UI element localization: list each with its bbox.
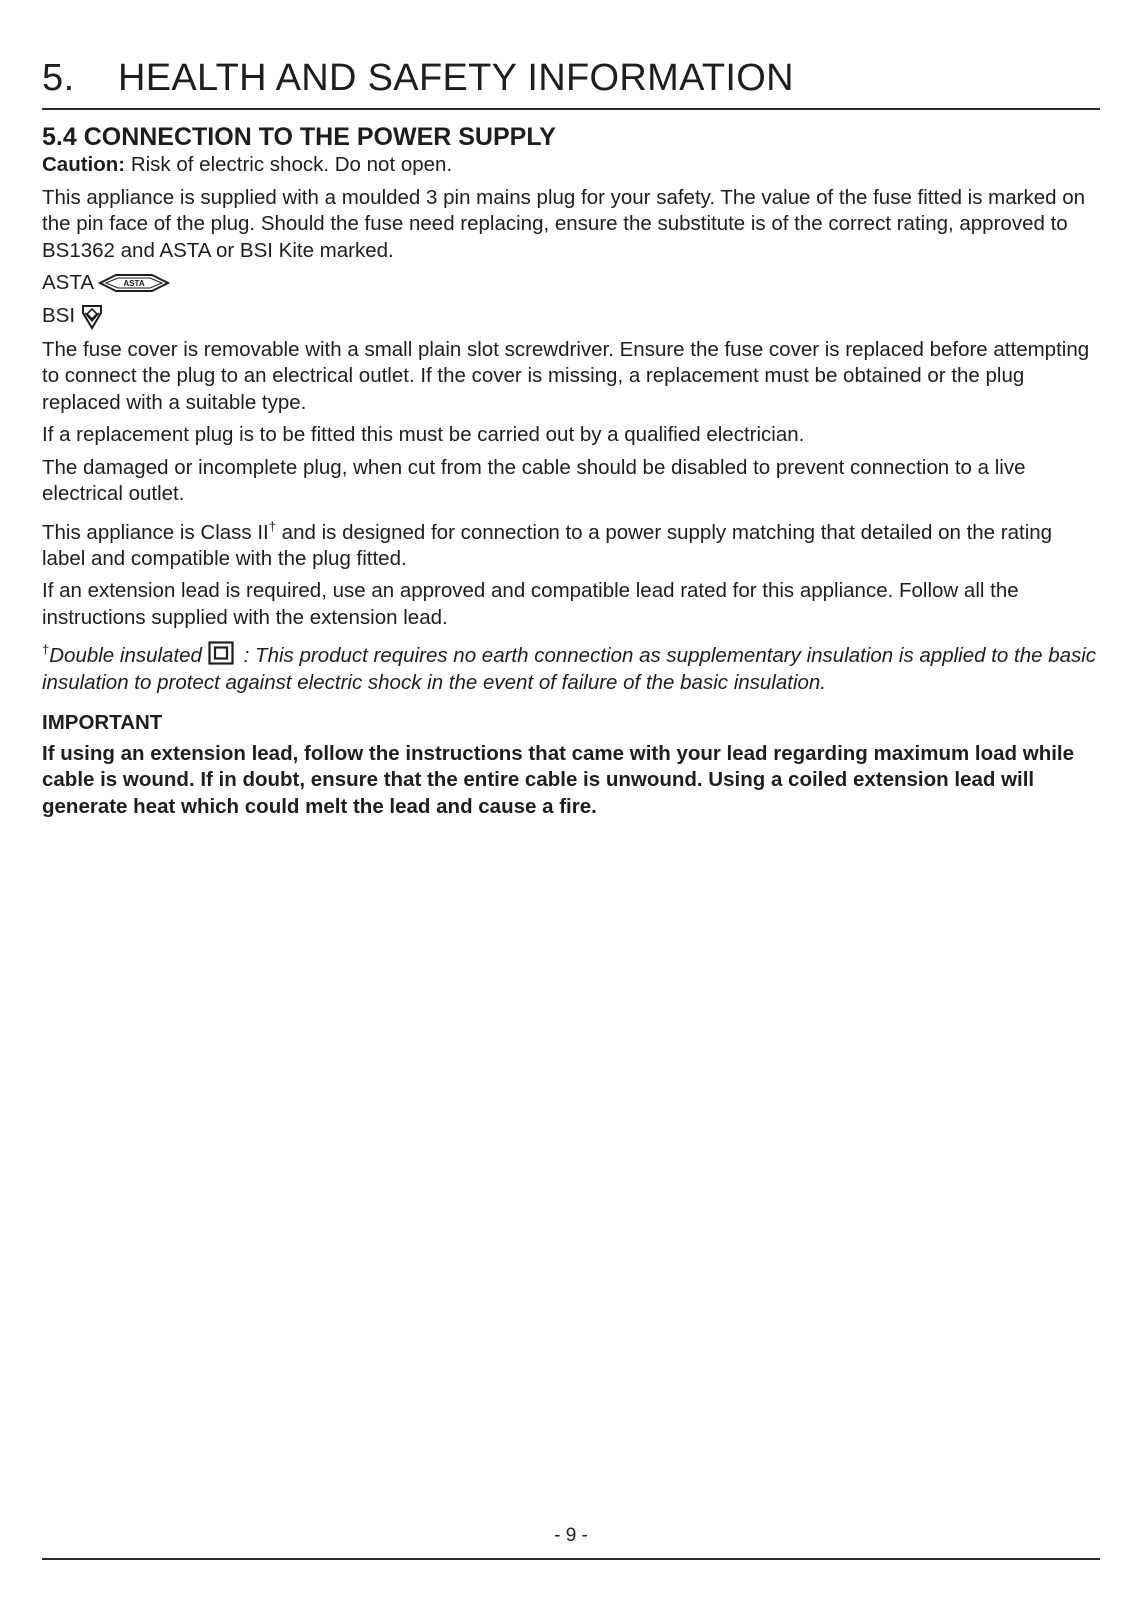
- important-heading: IMPORTANT: [42, 711, 163, 735]
- caution-paragraph: [42, 152, 1100, 179]
- replacement-plug-paragraph: If a replacement plug is to be fitted this must be carried out by a qualified electrician.: [42, 423, 805, 446]
- dagger-mark: †: [268, 518, 276, 534]
- caution-label: Caution:: [42, 153, 126, 176]
- footnote-text-rest: : This product requires no earth connection as supplementary insulation is applied to the basic insulation to protect against electric shock in the event of failure of the basic insulation.: [42, 644, 1097, 694]
- fuse-cover-paragraph: The fuse cover is removable with a small plain slot screwdriver. Ensure the fuse cover is replaced before attempting to connect the plug to an electrical outlet. If the cover is missing, a replacement must be obtained or the plug replaced with a suitable type.: [42, 337, 1090, 414]
- bsi-line: [42, 303, 1100, 331]
- footnote-text: Double insulated: [49, 644, 202, 668]
- plug-fuse-paragraph: This appliance is supplied with a moulded 3 pin mains plug for your safety. The value of the fuse fitted is marked on the pin face of the plug. Should the fuse need replacing, ensure the substitute is of the correct rating, approved to BS1362 and ASTA or BSI Kite marked.: [42, 185, 1086, 262]
- class-ii-text-rest: and is designed for connection to a power supply matching that detailed on the rating label and compatible with the plug fitted.: [42, 520, 1053, 570]
- page-number: - 9 -: [554, 1525, 588, 1546]
- page-footer: [42, 1522, 1100, 1560]
- class-ii-paragraph: [42, 514, 1100, 573]
- extension-lead-paragraph: If an extension lead is required, use an approved and compatible lead rated for this appliance. Follow all the instructions supplied with the extension lead.: [42, 579, 1019, 629]
- section-number: 5.: [42, 57, 75, 99]
- footnote-dagger: †: [42, 642, 50, 658]
- document-page: [42, 0, 1100, 1601]
- important-warning-text: If using an extension lead, follow the instructions that came with your lead regarding maximum load while cable is wound. If in doubt, ensure that the entire cable is unwound. Using a coiled extension lead will generate heat which could melt the lead and cause a fire.: [42, 741, 1075, 818]
- subsection-title: 5.4 CONNECTION TO THE POWER SUPPLY: [42, 123, 556, 151]
- bsi-label: BSI: [42, 304, 76, 328]
- bsi-kitemark-icon: [79, 303, 105, 331]
- damaged-plug-paragraph: The damaged or incomplete plug, when cut from the cable should be disabled to prevent connection to a live electrical outlet.: [42, 455, 1026, 505]
- asta-line: [42, 270, 1100, 297]
- section-title: HEALTH AND SAFETY INFORMATION: [118, 57, 794, 99]
- asta-mark-text: ASTA: [123, 279, 145, 289]
- class-ii-text: This appliance is Class II: [42, 520, 269, 544]
- caution-text: Risk of electric shock. Do not open.: [125, 153, 453, 176]
- asta-label: ASTA: [42, 271, 95, 294]
- section-content: [42, 122, 1100, 820]
- asta-mark-icon: [98, 272, 170, 294]
- double-insulated-footnote: [42, 637, 1100, 696]
- section-header: [42, 52, 1100, 110]
- double-insulated-icon: [208, 641, 234, 665]
